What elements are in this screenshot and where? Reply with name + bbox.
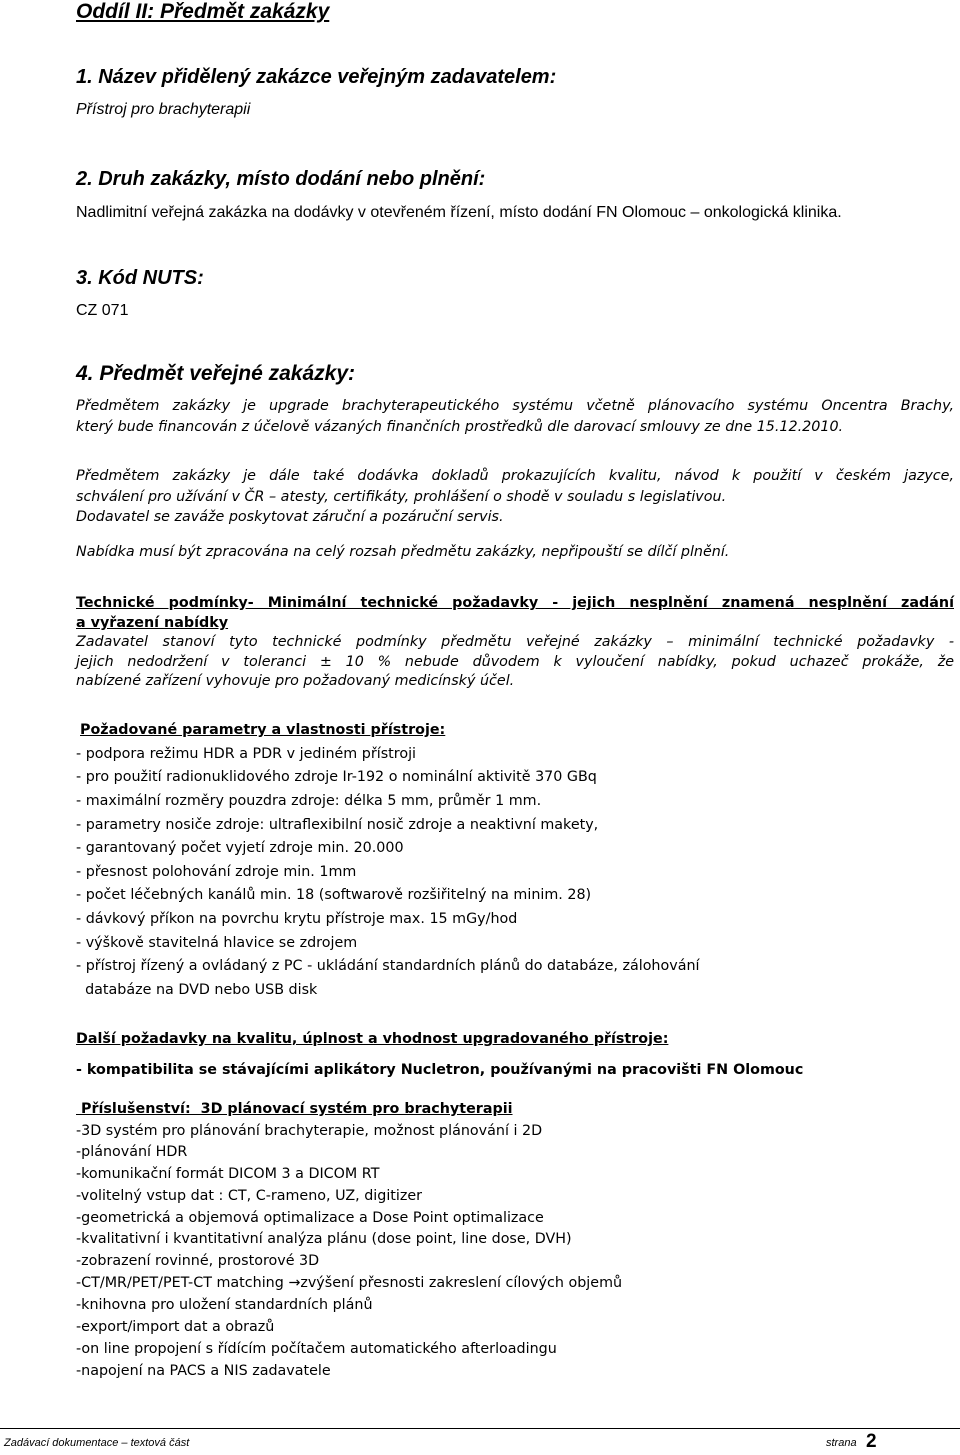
accessories-item: -komunikační formát DICOM 3 a DICOM RT bbox=[76, 1166, 380, 1182]
accessories-item: -volitelný vstup dat : CT, C-rameno, UZ, digitizer bbox=[76, 1188, 423, 1204]
accessories-item: -knihovna pro uložení standardních plánů bbox=[76, 1297, 373, 1313]
params-item: - výškově stavitelná hlavice se zdrojem bbox=[76, 935, 358, 951]
heading-3: 3. Kód NUTS: bbox=[76, 267, 204, 289]
subject-p2-line3: Dodavatel se zaváže poskytovat záruční a pozáruční servis. bbox=[76, 509, 504, 525]
params-item: - garantovaný počet vyjetí zdroje min. 20.000 bbox=[76, 840, 404, 856]
params-item: - pro použití radionuklidového zdroje Ir-192 o nominální aktivitě 370 GBq bbox=[76, 769, 597, 785]
params-item: - parametry nosiče zdroje: ultraflexibilní nosič zdroje a neaktivní makety, bbox=[76, 817, 599, 833]
footer-document-label: Zadávací dokumentace – textová část bbox=[4, 1437, 190, 1449]
accessories-item: -on line propojení s řídícím počítačem automatického afterloadingu bbox=[76, 1341, 557, 1357]
accessories-item: -CT/MR/PET/PET-CT matching →zvýšení přesnosti zakreslení cílových objemů bbox=[76, 1275, 623, 1291]
tech-text-line1: Zadavatel stanoví tyto technické podmínky předmětu veřejné zakázky – minimální technické požadavky - bbox=[76, 634, 954, 650]
accessories-item: -kvalitativní i kvantitativní analýza plánu (dose point, line dose, DVH) bbox=[76, 1231, 572, 1247]
params-item: - počet léčebných kanálů min. 18 (softwarově rozšiřitelný na minim. 28) bbox=[76, 887, 592, 903]
quality-heading: Další požadavky na kvalitu, úplnost a vhodnost upgradovaného přístroje: bbox=[76, 1031, 669, 1047]
params-item: - přesnost polohování zdroje min. 1mm bbox=[76, 864, 357, 880]
section-title: Oddíl II: Předmět zakázky bbox=[76, 0, 330, 23]
subject-p3: Nabídka musí být zpracována na celý rozsah předmětu zakázky, nepřipouští se dílčí plnění. bbox=[76, 544, 730, 560]
params-item: - přístroj řízený a ovládaný z PC - ukládání standardních plánů do databáze, zálohování bbox=[76, 958, 700, 974]
accessories-item: -napojení na PACS a NIS zadavatele bbox=[76, 1363, 331, 1379]
params-item: - dávkový příkon na povrchu krytu přístroje max. 15 mGy/hod bbox=[76, 911, 518, 927]
params-heading: Požadované parametry a vlastnosti přístroje: bbox=[80, 722, 446, 738]
tech-text-line3: nabízené zařízení vyhovuje pro požadovaný medicínský účel. bbox=[76, 673, 515, 689]
accessories-heading: Příslušenství: 3D plánovací systém pro brachyterapii bbox=[76, 1101, 513, 1117]
value-1: Přístroj pro brachyterapii bbox=[76, 101, 251, 118]
tech-heading-line1: Technické podmínky- Minimální technické požadavky - jejich nesplnění znamená nesplnění zadání bbox=[76, 595, 954, 611]
subject-p1-line2: který bude financován z účelově vázaných finančních prostředků dle darovací smlouvy ze dne 15.12.2010. bbox=[76, 419, 844, 435]
params-item: - maximální rozměry pouzdra zdroje: délka 5 mm, průměr 1 mm. bbox=[76, 793, 542, 809]
params-item: databáze na DVD nebo USB disk bbox=[76, 982, 318, 998]
accessories-item: -export/import dat a obrazů bbox=[76, 1319, 275, 1335]
subject-p1-line1: Předmětem zakázky je upgrade brachyterapeutického systému včetně plánovacího systému Oncentra Brachy, bbox=[76, 398, 954, 414]
accessories-item: -3D systém pro plánování brachyterapie, možnost plánování i 2D bbox=[76, 1123, 543, 1139]
tech-heading-line2: a vyřazení nabídky bbox=[76, 615, 229, 631]
tech-text-line2: jejich nedodržení v toleranci ± 10 % nebude důvodem k vyloučení nabídky, pokud uchazeč prokáže, že bbox=[76, 654, 954, 670]
quality-item: - kompatibilita se stávajícími aplikátory Nucletron, používanými na pracovišti FN Olomouc bbox=[76, 1062, 804, 1078]
heading-1: 1. Název přidělený zakázce veřejným zadavatelem: bbox=[76, 66, 557, 88]
subject-p2-line2: schválení pro užívání v ČR – atesty, certifikáty, prohlášení o shodě v souladu s legislativou. bbox=[76, 489, 727, 505]
params-item: - podpora režimu HDR a PDR v jediném přístroji bbox=[76, 746, 417, 762]
footer-divider bbox=[0, 1428, 960, 1429]
footer-page-label: strana bbox=[826, 1437, 857, 1449]
accessories-item: -plánování HDR bbox=[76, 1144, 188, 1160]
value-2: Nadlimitní veřejná zakázka na dodávky v otevřeném řízení, místo dodání FN Olomouc – onkologická klinika. bbox=[76, 204, 842, 221]
footer-page-number: 2 bbox=[866, 1431, 877, 1452]
heading-2: 2. Druh zakázky, místo dodání nebo plnění: bbox=[76, 168, 486, 190]
heading-4: 4. Předmět veřejné zakázky: bbox=[76, 362, 355, 385]
accessories-item: -zobrazení rovinné, prostorové 3D bbox=[76, 1253, 320, 1269]
value-3: CZ 071 bbox=[76, 302, 129, 319]
subject-p2-line1: Předmětem zakázky je dále také dodávka dokladů prokazujících kvalitu, návod k použití v českém jazyce, bbox=[76, 468, 954, 484]
accessories-item: -geometrická a objemová optimalizace a Dose Point optimalizace bbox=[76, 1210, 544, 1226]
